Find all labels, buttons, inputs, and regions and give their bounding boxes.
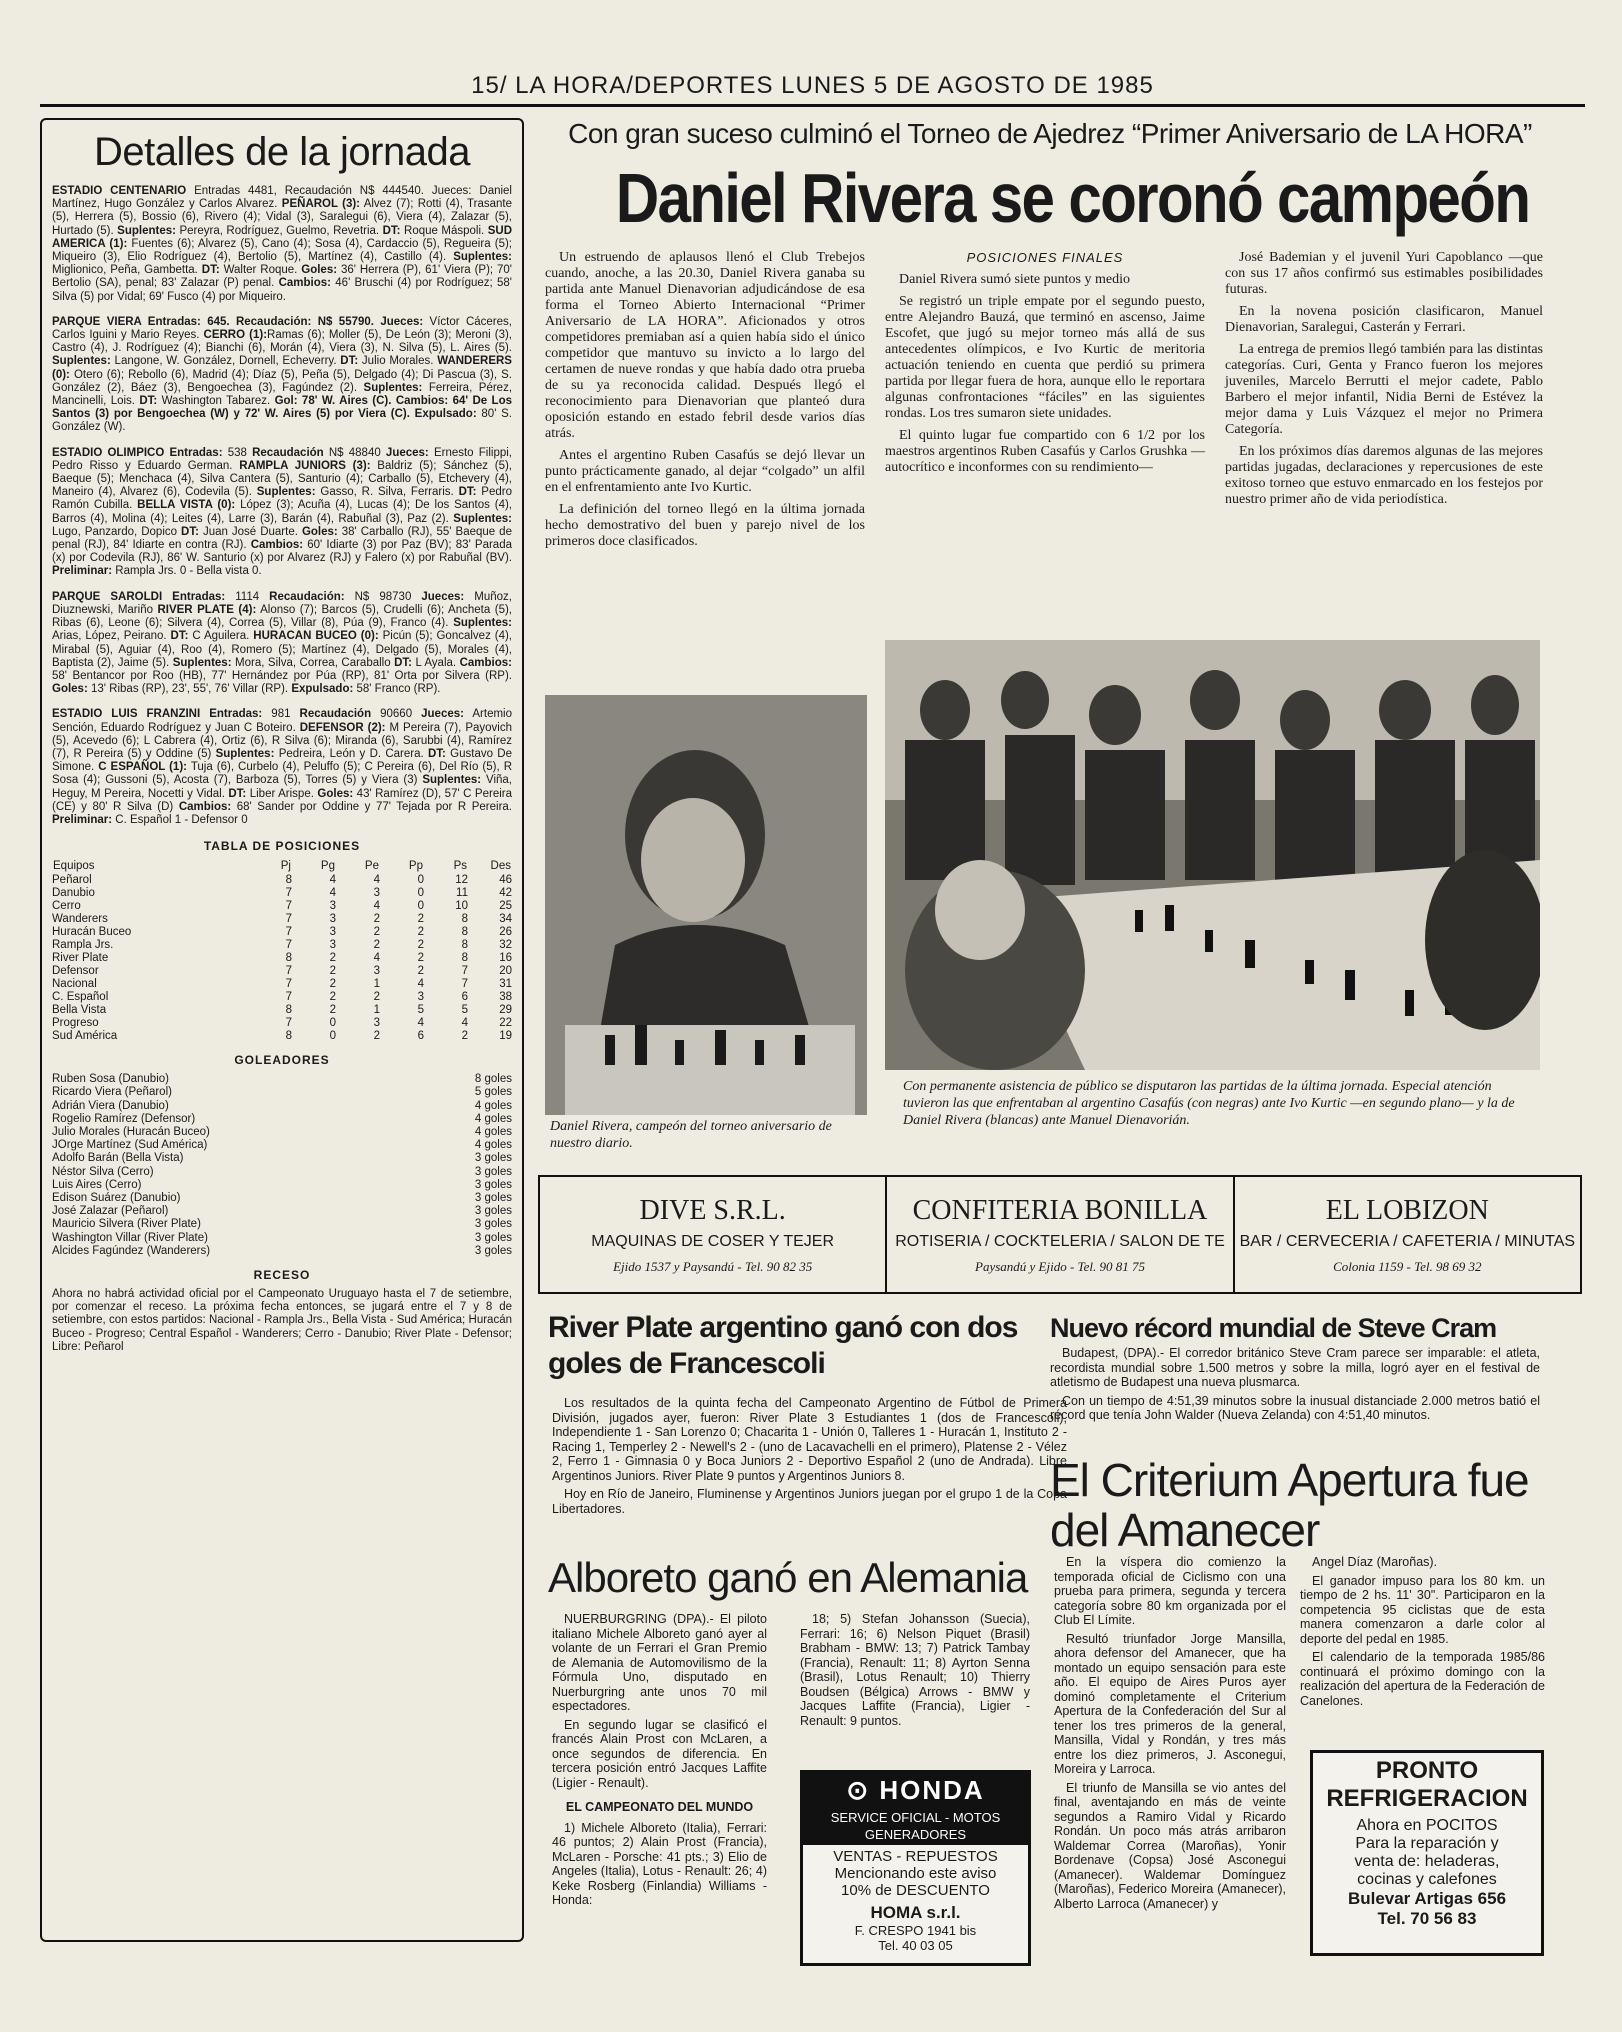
cram-paragraph: Budapest, (DPA).- El corredor británico Steve Cram parece ser imparable: el atleta, recordista mundial sobre 1.500 metros y sobre la milla, logró ayer en el festival de atletismo de Budapest una nueva plusmarca.	[1050, 1346, 1540, 1389]
standings-cell: 32	[499, 939, 512, 952]
match-report-centenario: ESTADIO CENTENARIO Entradas 4481, Recaudación N$ 444540. Jueces: Daniel Martínez, Hugo González y Carlos Alvarez. PEÑAROL (3): Alvez (7); Rotti (4), Trasante (5), Herrera (5), Bossio (6), Rivero (4); Vidal (3), Saralegui (6), Viera (4), Zalazar (5), Hurtado (5). Suplentes: Pereyra, Rodríguez, Guelmo, Revetria. DT: Roque Máspoli. SUD AMERICA (1): Fuentes (6); Alvarez (5), Cano (4); Sosa (4), Cardaccio (5), Regueira (5); Miqueiro (3), Elio Rodríguez (4), Bertolio (5), Martínez (4), Castillo (4). Suplentes: Miglionico, Peña, Gambetta. DT: Walter Roque. Goles: 36' Herrera (P), 61' Viera (P); 70' Bertolio (SA), penal; 83' Zalazar (P) penal. Cambios: 46' Bruschi (4) por Rodríguez; 58' Silva (5) por Vidal; 69' Fusco (4) por Miqueiro.	[52, 185, 512, 303]
standings-cell: Danubio	[52, 887, 95, 900]
chess-col3-paragraph: José Bademian y el juvenil Yuri Capoblanco —que con sus 17 años confirmó sus estimables posibilidades futuras.	[1225, 250, 1543, 297]
river-body	[552, 1396, 1067, 1520]
standings-cell: Progreso	[52, 1017, 99, 1030]
ad-lobizon-sub: BAR / CERVECERIA / CAFETERIA / MINUTAS	[1239, 1233, 1576, 1250]
photo2-caption: Con permanente asistencia de público se disputaron las partidas de la última jornada. Especial atención tuvieron las que enfrentaban al argentino Casafús (con negras) ante Ivo Kurtic —en segundo plano— y la de Daniel Rivera (blancas) ante Manuel Dienavorián.	[903, 1079, 1515, 1128]
standings-cell: 7	[285, 887, 292, 900]
scorer-name: Adrián Viera (Danubio)	[52, 1099, 169, 1112]
ad-lobizon-address: Colonia 1159 - Tel. 98 69 32	[1333, 1259, 1482, 1274]
scorer-goals: 4 goles	[474, 1099, 512, 1112]
standings-cell: 10	[455, 900, 468, 913]
standings-cell: 2	[329, 965, 336, 978]
ad-bar	[538, 1175, 1582, 1294]
honda-l5: 10% de DESCUENTO	[841, 1882, 990, 1899]
standings-cell: 16	[499, 952, 512, 965]
scorer-name: José Zalazar (Peñarol)	[52, 1205, 169, 1218]
ad-dive-address: Ejido 1537 y Paysandú - Tel. 90 82 35	[613, 1259, 813, 1274]
cram-headline: Nuevo récord mundial de Steve Cram	[1050, 1313, 1497, 1343]
match-report-saroldi: PARQUE SAROLDI Entradas: 1114 Recaudación: N$ 98730 Jueces: Muñoz, Diuznewski, Mariño RIVER PLATE (4): Alonso (7); Barcos (5), Crudelli (6); Ancheta (5), Ribas (6), Leone (6); Silvera (4), Correa (5), Villar (8), Púa (9), Franco (4). Suplentes: Arias, López, Peirano. DT: C Aguilera. HURACAN BUCEO (0): Picún (5); Goncalvez (4), Mirabal (5), Aguiar (4), Roo (4), Romero (5); Martínez (4), Delgado (5), Morales (4), Baptista (2), Jaime (5). Suplentes: Mora, Silva, Correa, Caraballo DT: L Ayala. Cambios: 58' Bentancor por Roo (HB), 77' Hernández por Púa (RP), 81' Orta por Silvera (RP). Goles: 13' Ribas (RP), 23', 55', 76' Villar (RP). Expulsado: 58' Franco (RP).	[52, 590, 513, 696]
standings-cell: 2	[417, 965, 424, 978]
masthead-text: 15/ LA HORA/DEPORTES LUNES 5 DE AGOSTO DE 1985	[471, 72, 1154, 99]
list-item	[52, 1166, 512, 1179]
criterium-col2-paragraph: Angel Díaz (Maroñas).	[1312, 1555, 1438, 1569]
article-kicker: Con gran suceso culminó el Torneo de Ajedrez “Primer Aniversario de LA HORA”	[568, 118, 1532, 149]
chess-col2-paragraph: Se registró un triple empate por el segundo puesto, entre Alejandro Bauzá, que terminó en ascenso, Jaime Escofet, que jugó su mejor torneo más allá de sus antecedentes olímpicos, e Ivo Kurtic de meritoria actuación teniendo en cuenta que perdió su primera partida por llegar fuera de hora, aunque ello le reportara algunas confrontaciones “fáciles” en las siguientes rondas. Los tres sumaron siete unidades.	[885, 294, 1205, 421]
list-item	[52, 1100, 512, 1113]
scorer-goals: 4 goles	[474, 1139, 512, 1152]
standings-cell: 2	[329, 991, 336, 1004]
scorer-goals: 3 goles	[474, 1178, 512, 1191]
standings-cell: Rampla Jrs.	[52, 939, 114, 952]
standings-cell: 7	[285, 939, 292, 952]
standings-cell: 2	[373, 939, 380, 952]
standings-cell: 22	[499, 1017, 512, 1030]
pronto-l3: Ahora en POCITOS	[1356, 1817, 1498, 1834]
table-row	[52, 978, 512, 991]
scorer-goals: 3 goles	[474, 1205, 512, 1218]
standings-cell: 5	[461, 1004, 468, 1017]
criterium-headline: El Criterium Apertura fue del Amanecer	[1050, 1454, 1529, 1556]
match-report-parque-viera: PARQUE VIERA Entradas: 645. Recaudación: N$ 55790. Jueces: Víctor Cáceres, Carlos Iguini y Mario Reyes. CERRO (1):Ramas (6); Moller (5), De León (3); Meroni (3), Castro (4), J. Rodríguez (4); Bianchi (6), Morán (4), Viera (3), N. Silva (5), L. Aires (5). Suplentes: Langone, W. González, Dornell, Echeverry. DT: Julio Morales. WANDERERS (0): Otero (6); Rebollo (6), Madrid (4); Díaz (5), Peña (5), Delgado (4); Di Pascua (3), S. González (2), Báez (3), Bengoechea (3), Fagúndez (2). Suplentes: Ferreira, Pérez, Mancinelli, Lois. DT: Washington Tabarez. Gol: 78' W. Aires (C). Cambios: 64' De Los Santos (3) por Bengoechea (W) y 72' W. Aires (5) por Viera (C). Expulsado: 80' S. González (W).	[52, 315, 513, 434]
standings-cell: 34	[499, 913, 512, 926]
standings-cell: 42	[499, 887, 512, 900]
standings-cell: 2	[329, 978, 336, 991]
standings-cell: River Plate	[52, 952, 109, 965]
honda-l6: HOMA s.r.l.	[870, 1903, 961, 1922]
list-item	[52, 1192, 512, 1205]
honda-ad	[800, 1770, 1031, 1966]
standings-header-cell: Equipos	[53, 860, 95, 873]
standings-cell: 2	[417, 926, 424, 939]
standings-cell: 7	[285, 965, 292, 978]
masthead	[40, 70, 1585, 107]
standings-cell: 3	[373, 887, 380, 900]
chess-col1-paragraph: Un estruendo de aplausos llenó el Club Trebejos cuando, anoche, a las 20.30, Daniel Rivera ganaba su partida ante Manuel Dienavorian adjudicándose de esa forma el Torneo Abierto Internacional “Primer Aniversario de LA HORA”. Aficionados y otros competidores premiaban así a quien había sido el único competidor que mantuvo su invicto a lo largo del certamen de nueve rondas y que había dado otra prueba de su ya reconocida calidad. Después llegó el reconocimiento para Dienavorian que planteó dura oposición estando en estado febril desde varios días atrás.	[545, 250, 865, 441]
jornada-details-box	[40, 118, 524, 1942]
standings-cell: Cerro	[52, 900, 81, 913]
standings-cell: 8	[461, 913, 468, 926]
standings-cell: 0	[417, 887, 424, 900]
standings-cell: 11	[456, 887, 468, 900]
honda-brand-text: HONDA	[879, 1775, 985, 1805]
standings-cell: Sud América	[52, 1030, 118, 1043]
scorer-name: Néstor Silva (Cerro)	[52, 1165, 154, 1178]
pronto-l1: PRONTO	[1375, 1757, 1479, 1784]
table-row	[52, 1017, 512, 1030]
championship-text: 1) Michele Alboreto (Italia), Ferrari: 46 puntos; 2) Alain Prost (Francia), McLaren - Porsche: 41 pts.; 3) Elio de Angeles (Italia), Lotus - Renault: 26; 4) Keke Rosberg (Finlandia) Williams - Honda:	[552, 1820, 767, 1907]
standings-cell: 0	[417, 900, 424, 913]
scorer-goals: 5 goles	[474, 1086, 512, 1099]
standings-cell: 2	[329, 952, 336, 965]
ad-bonilla	[887, 1177, 1234, 1292]
standings-cell: 4	[373, 952, 380, 965]
list-item	[52, 1073, 512, 1086]
standings-cell: 4	[373, 874, 380, 887]
standings-header-cell: Pp	[408, 860, 423, 873]
criterium-col1-paragraph: El triunfo de Mansilla se vio antes del final, aventajando en más de veinte segundos a Ramiro Vidal y Ricardo Rondán. Un poco más atrás arribaron Waldemar Correa (Maroñas), Yonir Bordenave (Copsa) José Asconegui (Amanecer). Waldemar Domínguez (Maroñas), Federico Moreira (Amanecer), Alberto Larroca (Amanecer) y	[1054, 1780, 1286, 1911]
standings-cell: 2	[329, 1004, 336, 1017]
scorer-goals: 4 goles	[474, 1112, 512, 1125]
ad-dive-title: DIVE S.R.L.	[639, 1195, 786, 1226]
list-item	[52, 1245, 512, 1258]
photo-daniel-rivera-image	[545, 695, 867, 1115]
honda-logo-icon: ⊙	[846, 1775, 871, 1805]
match-report-franzini: ESTADIO LUIS FRANZINI Entradas: 981 Recaudación 90660 Jueces: Artemio Sención, Eduardo Rodríguez y Juan C Boteiro. DEFENSOR (2): M Pereira (7), Payovich (5), Acevedo (6); L Cabrera (4), Ortiz (6), R Silva (6); Miranda (6), Sarubbi (4), Ramírez (7), R Pereira (5) y Oddine (5) Suplentes: Pedreira, León y D. Carera. DT: Gustavo De Simone. C ESPAÑOL (1): Tuja (6), Curbelo (4), Peluffo (5); C Pereira (6), Del Río (5), R Sosa (4); Gussoni (5), Acosta (7), Barboza (5), Torres (5) y Viera (3) Suplentes: Viña, Heguy, M Pereira, Nocetti y Vidal. DT: Liber Arispe. Goles: 43' Ramírez (D), 57' C Pereira (CE) y 80' R Silva (D) Cambios: 68' Sander por Oddine y 77' Tejada por R Pereira. Preliminar: C. Español 1 - Defensor 0	[52, 708, 513, 826]
standings-header-cell: Pg	[320, 860, 335, 873]
river-headline: River Plate argentino ganó con dos goles de Francescoli	[548, 1311, 1018, 1380]
photo1-caption: Daniel Rivera, campeón del torneo aniversario de nuestro diario.	[550, 1119, 832, 1151]
scorer-name: Washington Villar (River Plate)	[52, 1231, 208, 1244]
standings-cell: 2	[417, 952, 424, 965]
table-row	[52, 952, 512, 965]
standings-cell: Bella Vista	[52, 1004, 107, 1017]
chess-col2-paragraph: El quinto lugar fue compartido con 6 1/2 por los maestros argentinos Ruben Casafús y Carlos Grushka —autocrítico e inconformes con su rendimiento—	[885, 428, 1205, 475]
standings-cell: Wanderers	[52, 913, 108, 926]
ad-lobizon	[1235, 1177, 1580, 1292]
standings-cell: 8	[285, 1030, 292, 1043]
standings-cell: 8	[461, 939, 468, 952]
standings-cell: 7	[285, 926, 292, 939]
chess-column-3	[1225, 250, 1543, 514]
ad-lobizon-title: EL LOBIZON	[1325, 1195, 1489, 1226]
alboreto-col1-paragraph: En segundo lugar se clasificó el francés Alain Prost con McLaren, a once segundos de diferencia. En tercera posición entró Jacques Laffite (Ligier - Renault).	[552, 1717, 767, 1790]
criterium-col1-paragraph: En la víspera dio comienzo la temporada oficial de Ciclismo con una prueba para primera, segunda y tercera categoría sobre 80 km organizada por el Club El Límite.	[1054, 1555, 1286, 1627]
standings-cell: 3	[329, 913, 336, 926]
standings-cell: 8	[461, 952, 468, 965]
standings-cell: 46	[499, 874, 512, 887]
chess-column-2	[885, 250, 1205, 482]
standings-cell: 38	[499, 991, 512, 1004]
cram-paragraph: Con un tiempo de 4:51,39 minutos sobre la inusual distanciade 2.000 metros batió el récord que tenía John Walder (Nueva Zelanda) con 4:51,40 minutos.	[1050, 1393, 1540, 1422]
standings-cell: 4	[329, 887, 336, 900]
scorer-goals: 3 goles	[474, 1165, 512, 1178]
ad-bonilla-title: CONFITERIA BONILLA	[912, 1195, 1208, 1226]
honda-l8: Tel. 40 03 05	[878, 1938, 953, 1953]
standings-cell: 7	[285, 978, 292, 991]
scorer-name: JOrge Martínez (Sud América)	[52, 1139, 208, 1152]
standings-cell: Nacional	[52, 978, 97, 991]
standings-cell: 3	[373, 965, 380, 978]
pronto-refrigeracion-ad	[1310, 1750, 1544, 1956]
scorer-goals: 3 goles	[474, 1191, 512, 1204]
ad-dive-sub: MAQUINAS DE COSER Y TEJER	[591, 1233, 835, 1250]
standings-cell: 3	[329, 939, 336, 952]
standings-cell: 8	[461, 926, 468, 939]
table-row	[52, 991, 512, 1004]
scorer-name: Mauricio Silvera (River Plate)	[52, 1218, 201, 1231]
scorer-name: Rogelio Ramírez (Defensor)	[52, 1112, 196, 1125]
scorer-name: Edison Suárez (Danubio)	[52, 1191, 181, 1204]
list-item	[52, 1205, 512, 1218]
pronto-l8: Tel. 70 56 83	[1377, 1909, 1477, 1928]
table-row	[52, 913, 512, 926]
criterium-col1-paragraph: Resultó triunfador Jorge Mansilla, ahora defensor del Amanecer, que ha montado un equipo sensación para este año. El equipo de Aires Puros ayer dominó completamente el Criterium Apertura de la Confederación del Sur al tener los tres primeros de la general, Mansilla, Vidal y Rondán, y tres más entre los diez primeros, J. Asconegui, Moreira y Larroca.	[1054, 1631, 1286, 1776]
pronto-l2: REFRIGERACION	[1326, 1785, 1528, 1812]
list-item	[52, 1232, 512, 1245]
standings-cell: 3	[373, 1017, 380, 1030]
alboreto-col2-text: 18; 5) Stefan Johansson (Suecia), Ferrari: 16; 6) Nelson Piquet (Brasil) Brabham - BMW: 13; 7) Patrick Tambay (Francia), Renault: 11; 8) Ayrton Senna (Brasil), Lotus Renault; 10) Thierry Boudsen (Bélgica) Arrows - BMW y Jacques Laffite (Francia), Ligier - Renault: 9 puntos.	[800, 1612, 1030, 1728]
pronto-l7: Bulevar Artigas 656	[1347, 1889, 1507, 1908]
list-item	[52, 1152, 512, 1165]
list-item	[52, 1126, 512, 1139]
standings-cell: Defensor	[52, 965, 99, 978]
list-item	[52, 1113, 512, 1126]
scorer-name: Alcides Fagúndez (Wanderers)	[52, 1244, 211, 1257]
standings-cell: 7	[461, 978, 468, 991]
criterium-column-1	[1054, 1555, 1286, 1915]
table-row	[52, 965, 512, 978]
scorers-title: GOLEADORES	[234, 1053, 330, 1068]
standings-cell: 7	[285, 1017, 292, 1030]
ad-bonilla-address: Paysandú y Ejido - Tel. 90 81 75	[975, 1259, 1145, 1274]
chess-col3-paragraph: En los próximos días daremos algunas de las mejores partidas jugadas, declaraciones y repercusiones de este exitoso torneo que estuvo enmarcado en los festejos por nuestro primer año de vida periodística.	[1225, 444, 1543, 507]
standings-header-cell: Pj	[280, 860, 291, 873]
ad-dive	[540, 1177, 887, 1292]
standings-cell: 2	[417, 939, 424, 952]
standings-cell: 1	[373, 978, 380, 991]
photo-tournament-room-image	[885, 640, 1540, 1070]
chess-column-1	[545, 250, 865, 556]
photo-tournament-room	[885, 640, 1540, 1070]
chess-col1-paragraph: Antes el argentino Ruben Casafús se dejó llevar un punto prácticamente ganado, al dejar “colgado” un alfil en el enfrentamiento ante Ivo Kurtic.	[545, 448, 865, 495]
table-row	[52, 874, 512, 887]
standings-cell: C. Español	[52, 991, 109, 1004]
standings-cell: 8	[285, 1004, 292, 1017]
standings-cell: 2	[373, 926, 380, 939]
jornada-title: Detalles de la jornada	[94, 130, 470, 174]
standings-cell: 8	[285, 874, 292, 887]
standings-cell: 0	[329, 1030, 336, 1043]
honda-l4: Mencionando este aviso	[834, 1865, 997, 1882]
pronto-l4: Para la reparación y	[1355, 1835, 1499, 1852]
standings-cell: 0	[417, 874, 424, 887]
scorer-goals: 3 goles	[474, 1152, 512, 1165]
standings-cell: 7	[461, 965, 468, 978]
chess-col3-paragraph: En la novena posición clasificaron, Manuel Dienavorian, Saralegui, Casterán y Ferrari.	[1225, 304, 1543, 335]
criterium-col2-paragraph: El ganador impuso para los 80 km. un tiempo de 2 hs. 11' 30". Participaron en la competencia 95 ciclistas que de esta manera comenzaron a darle color al deporte del pedal en 1985.	[1300, 1573, 1545, 1646]
pronto-l5: venta de: heladeras,	[1354, 1853, 1500, 1870]
standings-cell: 2	[417, 913, 424, 926]
alboreto-column-2	[800, 1612, 1030, 1728]
chess-col2-paragraph: Daniel Rivera sumó siete puntos y medio	[899, 272, 1130, 287]
scorer-name: Julio Morales (Huracán Buceo)	[52, 1125, 210, 1138]
standings-cell: Peñarol	[52, 874, 92, 887]
chess-col1-paragraph: La definición del torneo llegó en la última jornada hecho demostrativo del buen y parejo nivel de los primeros doce clasificados.	[545, 502, 865, 549]
cram-body	[1050, 1346, 1540, 1427]
final-positions-head: POSICIONES FINALES	[966, 250, 1124, 265]
standings-cell: 7	[285, 913, 292, 926]
standings-cell: 25	[499, 900, 512, 913]
table-row	[52, 1004, 512, 1017]
alboreto-headline: Alboreto ganó en Alemania	[548, 1554, 1028, 1601]
receso-title: RECESO	[253, 1267, 311, 1282]
scorer-name: Ricardo Viera (Peñarol)	[52, 1086, 172, 1099]
scorer-goals: 3 goles	[474, 1244, 512, 1257]
list-item	[52, 1179, 512, 1192]
honda-l3: VENTAS - REPUESTOS	[833, 1848, 998, 1865]
standings-cell: 19	[499, 1030, 512, 1043]
standings-cell: 12	[455, 874, 468, 887]
standings-cell: 2	[373, 913, 380, 926]
scorer-goals: 4 goles	[474, 1125, 512, 1138]
criterium-column-2	[1300, 1555, 1545, 1712]
standings-cell: 4	[417, 978, 424, 991]
standings-title: TABLA DE POSICIONES	[203, 839, 361, 854]
honda-l2: GENERADORES	[803, 1827, 1028, 1845]
standings-cell: 2	[373, 1030, 380, 1043]
standings-header-cell: Pe	[364, 860, 379, 873]
scorers-list	[52, 1073, 512, 1258]
list-item	[52, 1218, 512, 1231]
standings-cell: 2	[373, 991, 380, 1004]
standings-cell: 3	[417, 991, 424, 1004]
alboreto-col1-paragraph: NUERBURGRING (DPA).- El piloto italiano Michele Alboreto ganó ayer al volante de un Ferrari el Gran Premio de Alemania de Automovilismo de la Fórmula Uno, disputado en Nuerburgring ante unos 70 mil espectadores.	[552, 1612, 767, 1713]
article-headline: Daniel Rivera se coronó campeón	[615, 159, 1530, 237]
standings-cell: 2	[461, 1030, 468, 1043]
ad-bonilla-sub: ROTISERIA / COCKTELERIA / SALON DE TE	[895, 1233, 1225, 1250]
chess-col3-paragraph: La entrega de premios llegó también para las distintas categorías. Curi, Genta y Franco fueron los mejores juveniles, Marcelo Berrutti el mejor cadete, Pablo Barbero el mejor infantil, Nidia Berni de Estévez la mejor dama y Luis Vázquez el mejor no Primera Categoría.	[1225, 342, 1543, 437]
standings-cell: 1	[373, 1004, 380, 1017]
standings-cell: 8	[285, 952, 292, 965]
scorer-name: Adolfo Barán (Bella Vista)	[52, 1152, 184, 1165]
table-row	[52, 1030, 512, 1043]
match-report-olimpico: ESTADIO OLIMPICO Entradas: 538 Recaudación N$ 48840 Jueces: Ernesto Filippi, Pedro Risso y Eduardo German. RAMPLA JUNIORS (3): Baldriz (5); Sánchez (5), Baeque (5); Menchaca (4), Silva Cantera (5), Santurio (4); Carballo (5), Etchevery (4), Maneiro (4), Alvarez (6), Codevila (5). Suplentes: Gasso, R. Silva, Ferraris. DT: Pedro Ramón Cubilla. BELLA VISTA (0): López (3); Acuña (4), Lucas (4); De los Santos (4), Barros (4), Molina (4); Leites (4), Larre (3), Barán (4), Rabuñal (3), Paz (2). Suplentes: Lugo, Panzardo, Dopico DT: Juan José Duarte. Goles: 38' Carballo (RJ), 55' Baeque de penal (RJ), 84' Idiarte en contra (RJ). Cambios: 60' Idiarte (3) por Paz (BV); 83' Parada (x) por Codevila (RJ), 86' W. Santurio (x) por Alvarez (RJ) y Falero (x) por Rabuñal (BV). Preliminar: Rampla Jrs. 0 - Bella vista 0.	[52, 446, 512, 578]
standings-cell: 3	[329, 926, 336, 939]
standings-cell: 4	[373, 900, 380, 913]
scorer-goals: 8 goles	[474, 1073, 512, 1086]
photo-daniel-rivera	[545, 695, 867, 1115]
pronto-l6: cocinas y calefones	[1357, 1871, 1497, 1888]
standings-cell: 3	[329, 900, 336, 913]
standings-cell: 4	[329, 874, 336, 887]
standings-header-cell: Des	[490, 860, 511, 873]
standings-cell: 5	[417, 1004, 424, 1017]
table-row	[52, 900, 512, 913]
list-item	[52, 1086, 512, 1099]
scorer-goals: 3 goles	[474, 1231, 512, 1244]
standings-cell: 7	[285, 900, 292, 913]
table-row	[52, 926, 512, 939]
river-paragraph: Los resultados de la quinta fecha del Campeonato Argentino de Fútbol de Primera División, jugados ayer, fueron: River Plate 3 Estudiantes 1 (dos de Francescoli), Independiente 1 - San Lorenzo 0; Chacarita 1 - Unión 0, Talleres 1 - Huracán 1, Instituto 2 - Racing 1, Temperley 2 - Newell's 2 - (uno de Lacavachelli en el primero), Platense 2 - Vélez 2, Ferro 1 - Gimnasia 0 y Boca Juniors 2 - Deportivo Español 2 (uno de Andrada). Libre Argentinos Juniors. River Plate 9 puntos y Argentinos Juniors 8.	[552, 1396, 1067, 1483]
standings-cell: 20	[499, 965, 512, 978]
list-item	[52, 1139, 512, 1152]
standings-header-cell: Ps	[453, 860, 467, 873]
standings-table	[52, 859, 512, 1043]
honda-l7: F. CRESPO 1941 bis	[854, 1923, 977, 1938]
honda-l1: SERVICE OFICIAL - MOTOS	[803, 1808, 1028, 1827]
standings-cell: Huracán Buceo	[52, 926, 132, 939]
standings-cell: 0	[329, 1017, 336, 1030]
standings-cell: 31	[499, 978, 512, 991]
receso-text: Ahora no habrá actividad oficial por el Campeonato Uruguayo hasta el 7 de setiembre, por comenzar el receso. La próxima fecha entonces, se jugará entre el 7 y 8 de setiembre, con estos partidos: Nacional - Rampla Jrs., Bella Vista - Sud América; Huracán Buceo - Progreso; Central Español - Wanderers; Cerro - Danubio; River Plate - Defensor; Libre: Peñarol	[52, 1287, 512, 1353]
scorer-name: Luis Aires (Cerro)	[52, 1178, 142, 1191]
standings-cell: 4	[461, 1017, 468, 1030]
criterium-col2-paragraph: El calendario de la temporada 1985/86 continuará el próximo domingo con la realización del apertura de la Federación de Canelones.	[1300, 1650, 1545, 1708]
honda-brand	[803, 1773, 1028, 1808]
standings-cell: 26	[499, 926, 512, 939]
standings-cell: 6	[461, 991, 468, 1004]
standings-cell: 6	[417, 1030, 424, 1043]
river-paragraph: Hoy en Río de Janeiro, Fluminense y Argentinos Juniors juegan por el grupo 1 de la Copa Libertadores.	[552, 1487, 1067, 1516]
table-row	[52, 887, 512, 900]
alboreto-column-1	[552, 1612, 767, 1908]
standings-cell: 29	[499, 1004, 512, 1017]
standings-cell: 7	[285, 991, 292, 1004]
championship-subhead: EL CAMPEONATO DEL MUNDO	[565, 1800, 754, 1814]
standings-cell: 4	[417, 1017, 424, 1030]
scorer-name: Ruben Sosa (Danubio)	[52, 1073, 169, 1086]
table-row	[52, 939, 512, 952]
scorer-goals: 3 goles	[474, 1218, 512, 1231]
